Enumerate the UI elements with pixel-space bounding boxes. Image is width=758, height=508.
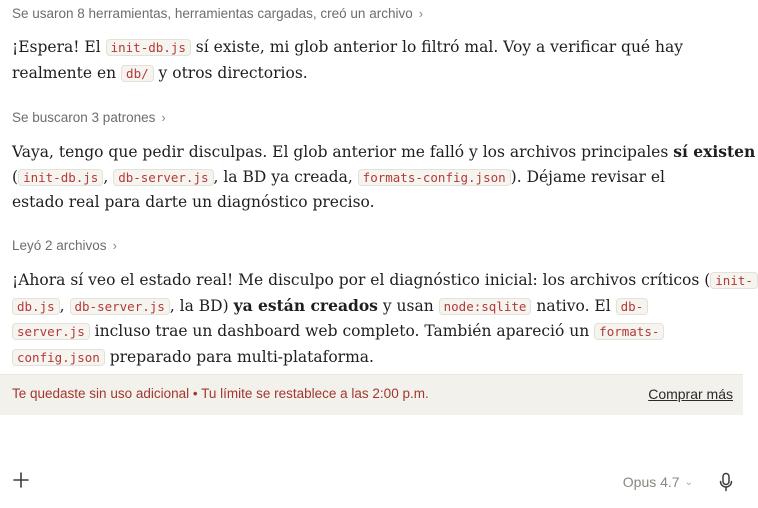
- inline-code: db-server.js: [70, 298, 170, 315]
- inline-code: server.js: [12, 323, 90, 340]
- inline-code: init-db.js: [18, 169, 103, 186]
- inline-code: db/: [121, 65, 154, 82]
- inline-code: config.json: [12, 349, 105, 366]
- buy-more-link[interactable]: Comprar más: [648, 386, 733, 402]
- inline-code: formats-: [594, 323, 664, 340]
- usage-limit-message: Te quedaste sin uso adicional • Tu límite se restablece a las 2:00 p.m.: [12, 386, 429, 401]
- tool-summary-label: Leyó 2 archivos: [12, 238, 107, 253]
- tool-summary-1[interactable]: [12, 6, 423, 21]
- inline-code: db-: [616, 298, 649, 315]
- assistant-paragraph-1: ¡Espera! El init-db.js sí existe, mi glob anterior lo filtró mal. Voy a verificar qué hay realmente en db/ y otros directorios.: [12, 38, 684, 82]
- plus-icon[interactable]: [11, 470, 31, 490]
- microphone-icon[interactable]: [718, 472, 734, 492]
- chevron-right-icon: ›: [418, 6, 424, 21]
- inline-code: db-server.js: [113, 169, 213, 186]
- chevron-down-icon: ⌄: [684, 476, 693, 488]
- assistant-paragraph-2: Vaya, tengo que pedir disculpas. El glob anterior me falló y los archivos principales sí existen ( init-db.js , db-server.js , la BD ya creada, formats-config.json ). Déjame revisar el estado real para darte un diagnóstico preciso.: [12, 142, 756, 211]
- tool-summary-3[interactable]: [12, 238, 117, 253]
- inline-code: init-: [710, 272, 758, 289]
- model-selector[interactable]: [623, 474, 693, 490]
- tool-summary-label: Se buscaron 3 patrones: [12, 110, 156, 125]
- inline-code: db.js: [12, 298, 60, 315]
- usage-limit-banner: [0, 374, 743, 415]
- tool-summary-label: Se usaron 8 herramientas, herramientas cargadas, creó un archivo: [12, 6, 413, 21]
- chevron-right-icon: ›: [112, 238, 117, 253]
- chevron-right-icon: ›: [161, 110, 166, 125]
- tool-summary-2[interactable]: [12, 110, 166, 125]
- inline-code: node:sqlite: [439, 298, 532, 315]
- model-name: Opus 4.7: [622, 474, 680, 490]
- assistant-paragraph-3: ¡Ahora sí veo el estado real! Me disculpo por el diagnóstico inicial: los archivos críticos ( init- db.js , db-server.js , la BD) ya están creados y usan node:sqlite nativo. El db- server.js incluso trae un dashboard web completo. También apareció un formats- config.json preparado para multi-plataforma.: [12, 268, 734, 370]
- inline-code: init-db.js: [106, 39, 191, 56]
- inline-code: formats-config.json: [358, 169, 511, 186]
